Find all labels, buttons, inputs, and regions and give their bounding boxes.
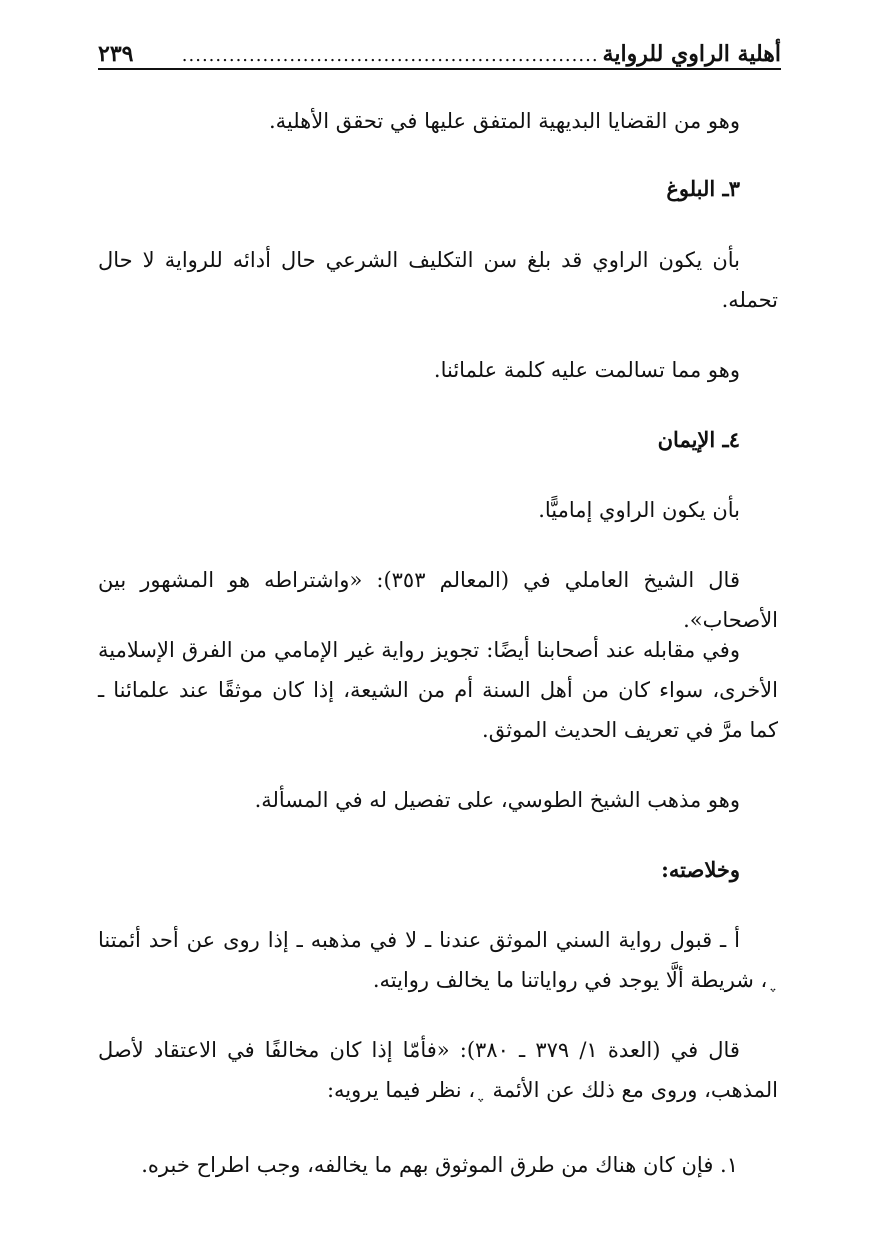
running-header [98,38,781,70]
section-heading-faith: ٤ـ الإيمان [657,427,740,452]
paragraph-10: قال في (العدة ١/ ٣٧٩ ـ ٣٨٠): «فأمّا إذا كان مخالفًا في الاعتقاد لأصل المذهب، وروى مع ذلك عن الأئمة ﮹، نظر فيما يرويه: [98,1038,778,1102]
leader-dots: .............................................................. [181,45,599,66]
paragraph-3: وهو مما تسالمت عليه كلمة علمائنا. [433,358,740,382]
paragraph-1: وهو من القضايا البديهية المتفق عليها في تحقق الأهلية. [268,109,740,133]
paragraph-6: وفي مقابله عند أصحابنا أيضًا: تجويز رواية غير الإمامي من الفرق الإسلامية الأخرى، سواء كان من أهل السنة أم من الشيعة، إذا كان موثقًا عند علمائنا ـ كما مرَّ في تعريف الحديث الموثق. [98,638,778,742]
paragraph-5: قال الشيخ العاملي في (المعالم ٣٥٣): «واشتراطه هو المشهور بين الأصحاب». [98,568,778,632]
paragraph-9: أ ـ قبول رواية السني الموثق عندنا ـ لا في مذهبه ـ إذا روى عن أحد أئمتنا ﮹، شريطة ألَّا يوجد في رواياتنا ما يخالف روايته. [98,928,778,992]
page-number: ٢٣٩ [98,41,134,67]
paragraph-2: بأن يكون الراوي قد بلغ سن التكليف الشرعي حال أدائه للرواية لا حال تحمله. [98,248,778,312]
paragraph-8: وخلاصته: [661,857,740,882]
running-title: أهلية الراوي للرواية [602,41,781,67]
section-heading-puberty: ٣ـ البلوغ [666,176,740,201]
paragraph-7: وهو مذهب الشيخ الطوسي، على تفصيل له في المسألة. [254,788,740,812]
paragraph-4: بأن يكون الراوي إماميًّا. [538,498,740,522]
numbered-item-1: ١. فإن كان هناك من طرق الموثوق بهم ما يخالفه، وجب اطراح خبره. [141,1153,738,1177]
